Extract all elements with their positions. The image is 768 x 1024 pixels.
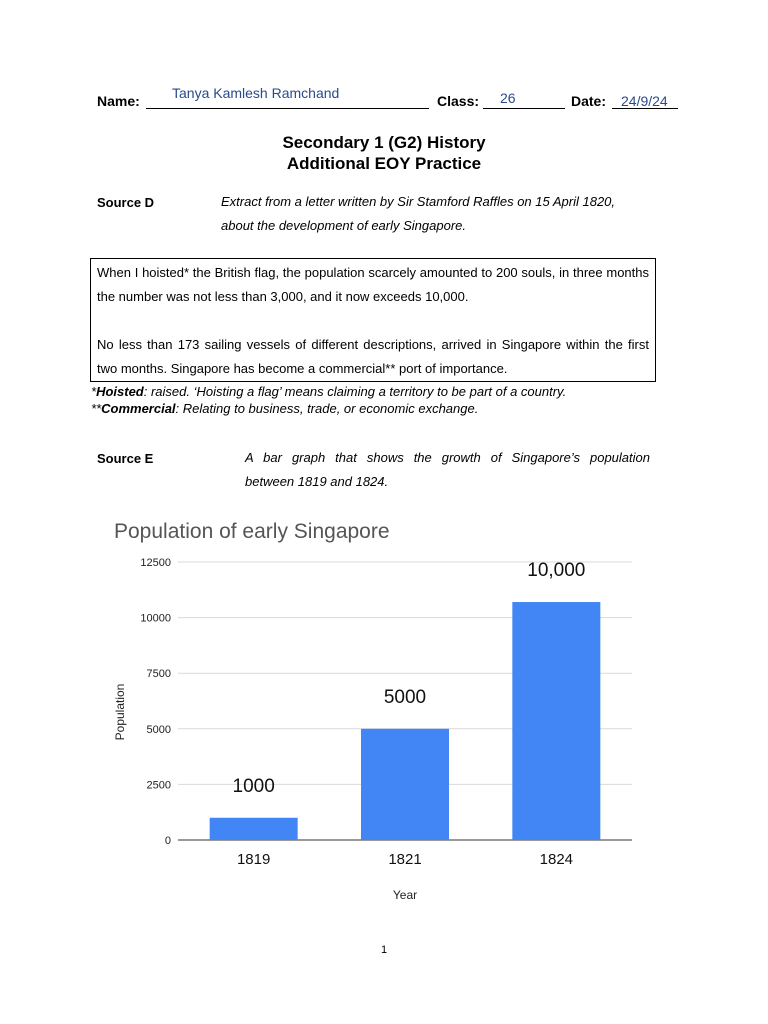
footnote-1-term: Hoisted [96, 384, 144, 399]
chart-x-tick-label: 1819 [236, 851, 271, 868]
source-d-paragraph-2: No less than 173 sailing vessels of different descriptions, arrived in Singapore within the first two months. Singapore has become a commercial** port of importance. [97, 337, 649, 376]
name-label: Name: [97, 93, 140, 109]
chart-bar [210, 818, 298, 840]
chart-y-tick-label: 2500 [146, 779, 171, 792]
source-e-label: Source E [97, 451, 154, 466]
class-value: 26 [500, 90, 516, 106]
chart-data-label: 5000 [383, 686, 427, 708]
date-label: Date: [571, 93, 607, 109]
page-title-line2: Additional EOY Practice [286, 154, 482, 173]
footnote-2-term: Commercial [101, 401, 176, 416]
chart-bar [361, 729, 449, 840]
date-value: 24/9/24 [621, 93, 668, 109]
chart-bar [512, 602, 600, 840]
chart-y-tick-label: 12500 [140, 557, 171, 569]
chart-y-tick-label: 0 [164, 835, 171, 847]
class-label: Class: [437, 93, 480, 109]
chart-data-label: 1000 [232, 775, 275, 797]
source-d-desc-line1: Extract from a letter written by Sir Stamford Raffles on 15 April 1820, [221, 194, 616, 209]
chart-x-tick-label: 1821 [388, 851, 422, 868]
source-e-desc-line2: between 1819 and 1824. [245, 474, 389, 489]
source-d-desc-line2: about the development of early Singapore. [221, 218, 467, 233]
page-title-line1: Secondary 1 (G2) History [282, 133, 486, 152]
chart-data-label: 10,000 [527, 560, 586, 582]
chart-title: Population of early Singapore [114, 520, 390, 543]
footnote-1-text: : raised. ‘Hoisting a flag’ means claiming a territory to be part of a country. [143, 384, 567, 399]
footnote-1-prefix: * [91, 384, 97, 399]
source-e-desc-line1: A bar graph that shows the growth of Singapore’s population [245, 450, 650, 465]
footnote-2-text: : Relating to business, trade, or economic exchange. [175, 401, 479, 416]
chart-y-tick-label: 7500 [146, 668, 171, 681]
chart-y-tick-label: 10000 [140, 612, 171, 625]
source-d-paragraph-1: When I hoisted* the British flag, the population scarcely amounted to 200 souls, in three months the number was not less than 3,000, and it now exceeds 10,000. [97, 265, 649, 304]
chart-y-tick-label: 5000 [146, 723, 171, 736]
name-value: Tanya Kamlesh Ramchand [172, 85, 340, 101]
page-number: 1 [380, 944, 388, 956]
chart-x-axis-label: Year [392, 888, 418, 902]
footnote-2-prefix: ** [91, 401, 102, 416]
source-d-label: Source D [97, 195, 155, 210]
chart-x-tick-label: 1824 [539, 851, 574, 868]
chart-y-axis-label: Population [113, 683, 127, 741]
